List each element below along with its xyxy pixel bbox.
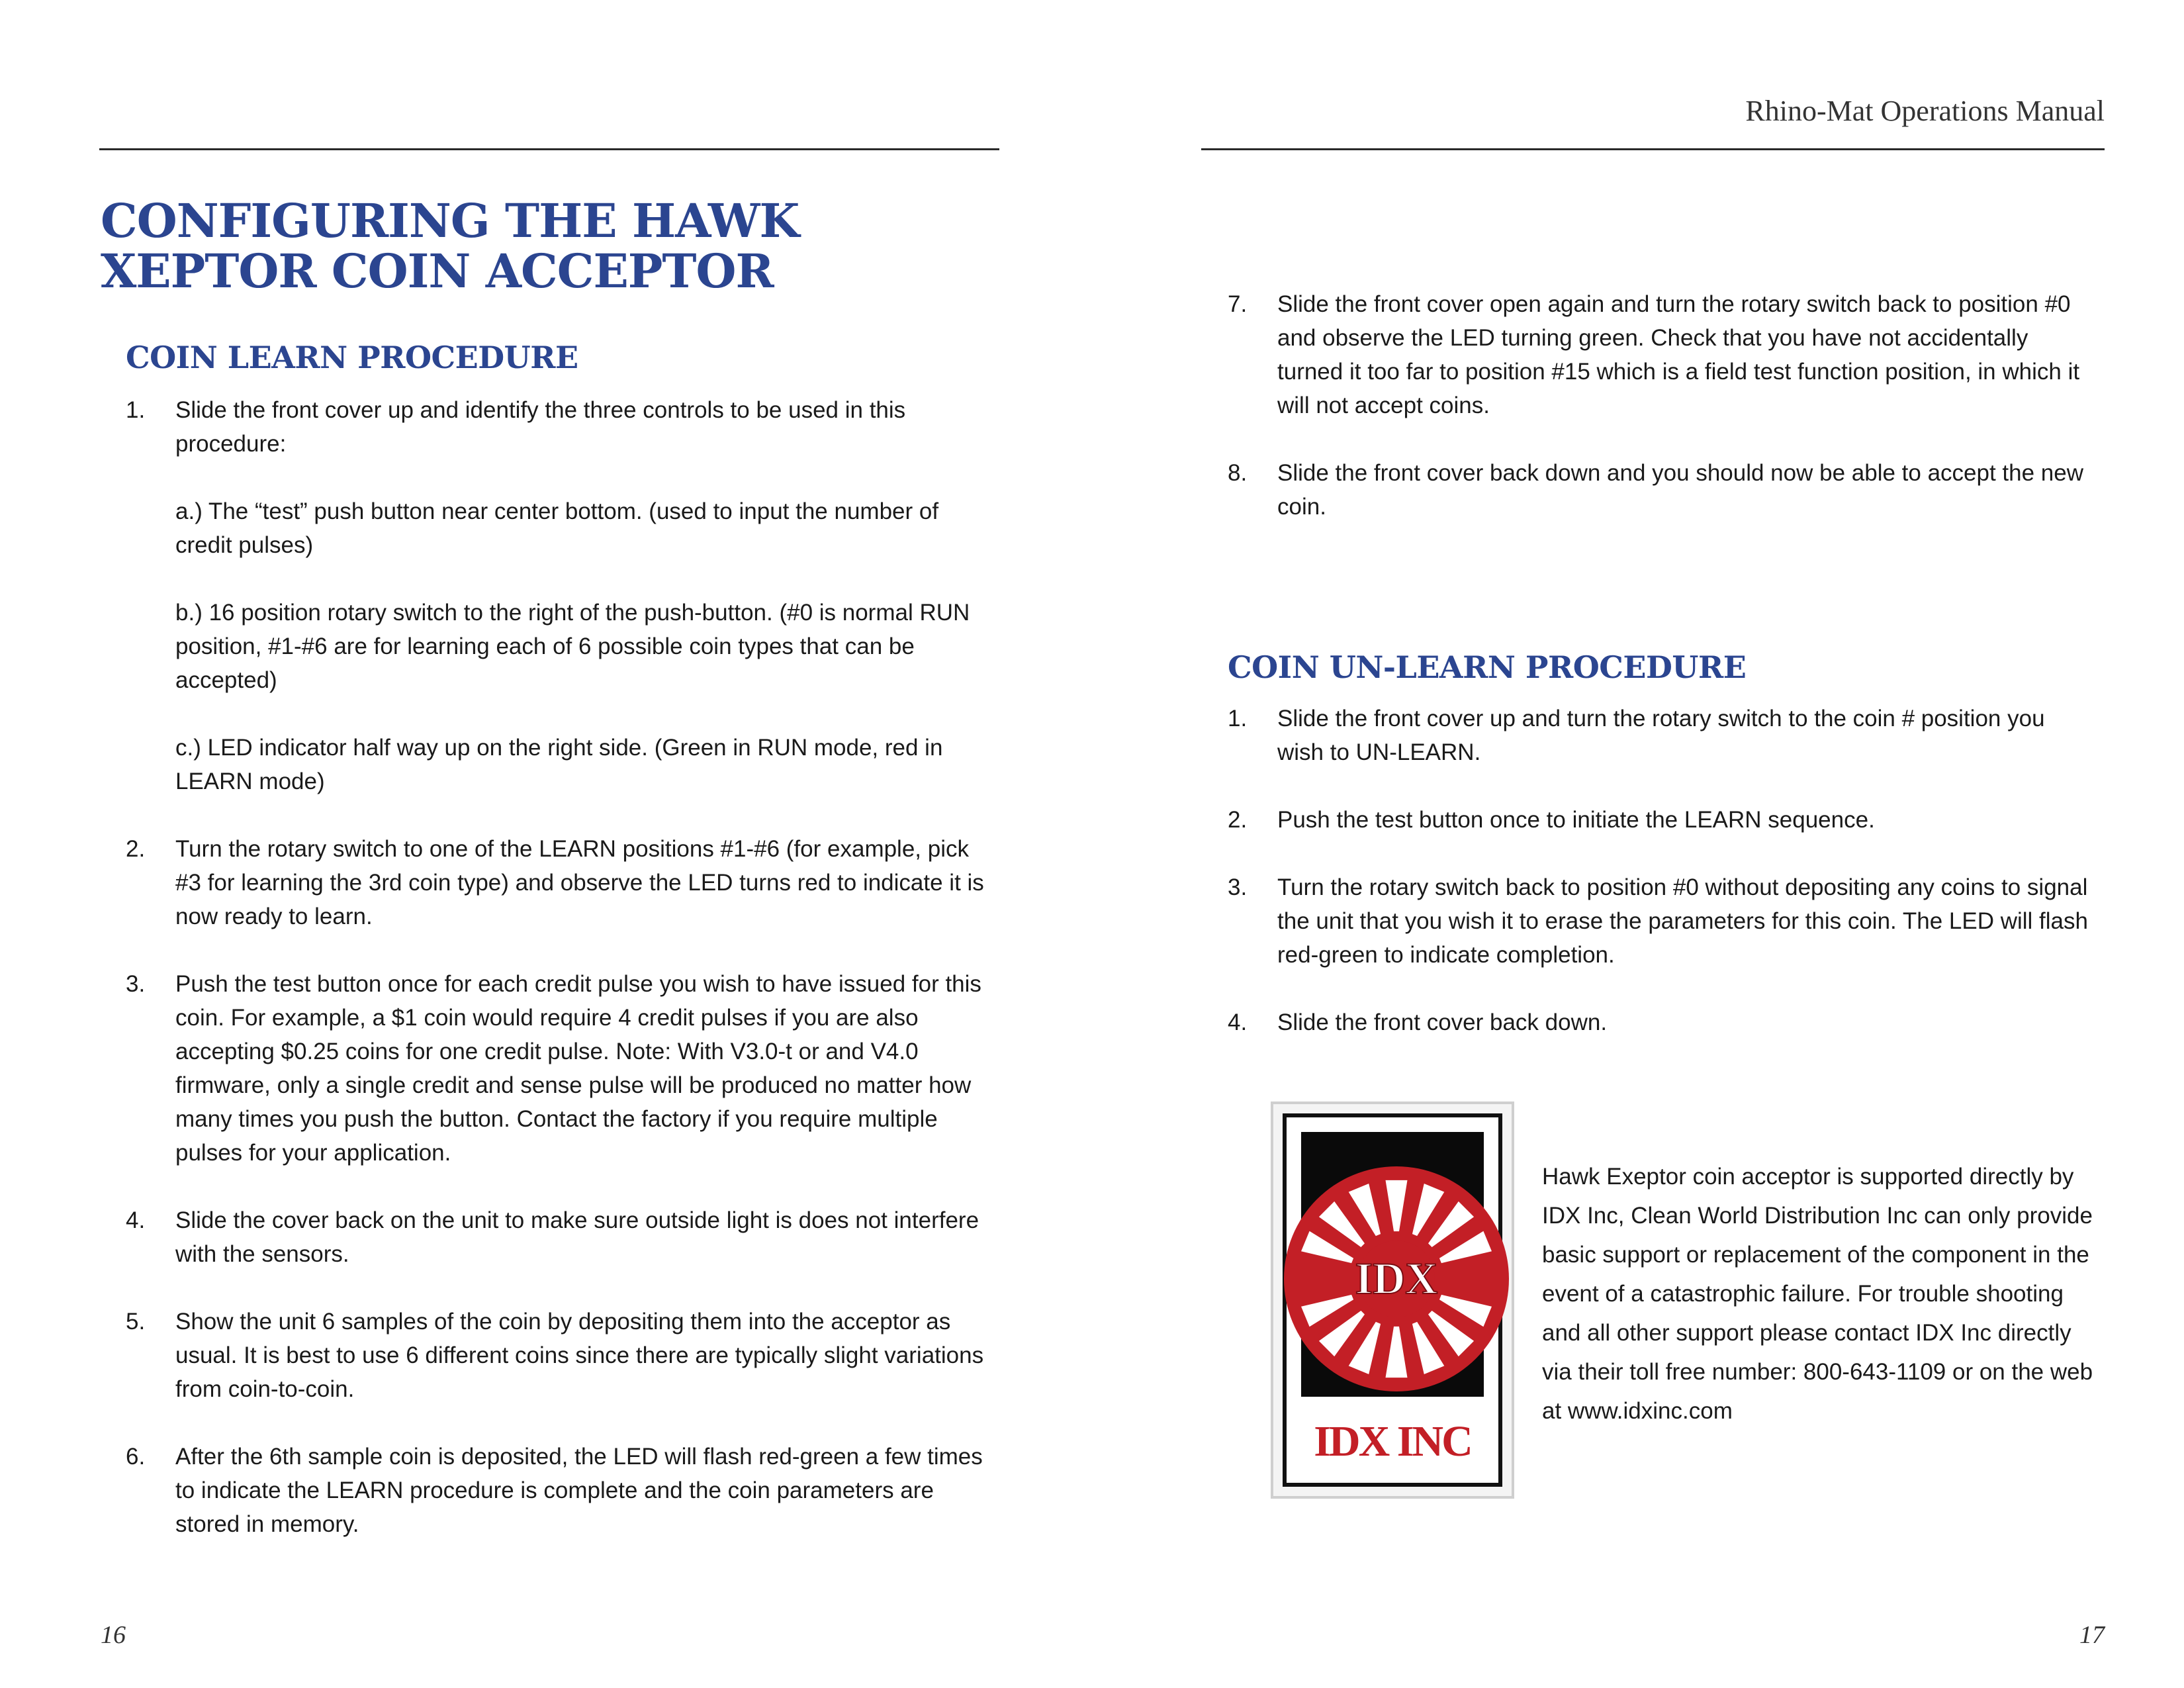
list-item [126, 1203, 986, 1271]
step-number: 2. [1228, 807, 1248, 833]
list-item [1228, 702, 2088, 769]
logo-center-text: IDX [1355, 1253, 1438, 1303]
running-header: Rhino-Mat Operations Manual [1745, 95, 2105, 127]
step-text: Slide the front cover open again and turn the rotary switch back to position #0 and observe the LED turning green. Check that you have not accidentally turned it too far to position #15 which is a field test function position, in which it will not accept coins. [1277, 291, 2080, 418]
idx-logo [1271, 1102, 1514, 1499]
list-item [1228, 870, 2088, 972]
step-number: 4. [126, 1207, 146, 1233]
step-number: 7. [1228, 291, 1248, 317]
list-item [126, 832, 986, 933]
list-item [1228, 456, 2088, 524]
support-note: Hawk Exeptor coin acceptor is supported directly by IDX Inc, Clean World Distribution Inc can only provide basic support or replacement of the component in the event of a catastrophic failure. For trouble shooting and all other support please contact IDX Inc directly via their toll free number: 800-643-1109 or on the web at www.idxinc.com [1542, 1164, 2093, 1424]
step-text: Turn the rotary switch back to position #0 without depositing any coins to signal the unit that you wish it to erase the parameters for this coin. The LED will flash red-green to indicate completion. [1277, 874, 2088, 968]
list-item [126, 1440, 986, 1541]
step-subitem: b.) 16 position rotary switch to the right of the push-button. (#0 is normal RUN position, #1-#6 are for learning each of 6 possible coin types that can be accepted) [175, 600, 970, 693]
step-text: Push the test button once to initiate the LEARN sequence. [1277, 807, 1875, 833]
list-item [126, 393, 986, 798]
list-item [1228, 1006, 2088, 1039]
learn-steps-list [126, 393, 986, 1541]
step-number: 3. [126, 971, 146, 997]
section-title-learn: COIN LEARN PROCEDURE [126, 340, 578, 375]
list-item [1228, 287, 2088, 422]
step-number: 4. [1228, 1009, 1248, 1035]
step-number: 2. [126, 836, 146, 862]
step-text: Slide the front cover back down and you should now be able to accept the new coin. [1277, 460, 2084, 520]
step-text: Slide the front cover up and turn the rotary switch to the coin # position you wish to UN-LEARN. [1277, 706, 2045, 765]
unlearn-steps-list [1228, 702, 2088, 1039]
step-number: 6. [126, 1444, 146, 1470]
right-page [1092, 0, 2184, 1688]
step-number: 3. [1228, 874, 1248, 900]
page-number: 16 [101, 1621, 126, 1649]
header-rule [1201, 148, 2105, 150]
step-text: Turn the rotary switch to one of the LEARN positions #1-#6 (for example, pick #3 for learning the 3rd coin type) and observe the LED turns red to indicate it is now ready to learn. [175, 836, 984, 929]
list-item [126, 1305, 986, 1406]
step-number: 8. [1228, 460, 1248, 486]
list-item [126, 967, 986, 1170]
page-title: CONFIGURING THE HAWK XEPTOR COIN ACCEPTOR [101, 193, 799, 299]
step-subitem: c.) LED indicator half way up on the right side. (Green in RUN mode, red in LEARN mode) [175, 735, 943, 794]
section-title-unlearn: COIN UN-LEARN PROCEDURE [1228, 649, 1747, 685]
step-text: Show the unit 6 samples of the coin by depositing them into the acceptor as usual. It is best to use 6 different coins since there are typically slight variations from coin-to-coin. [175, 1309, 984, 1402]
page-number: 17 [2079, 1621, 2105, 1649]
step-text: Slide the front cover back down. [1277, 1009, 1608, 1035]
step-text: Push the test button once for each credit pulse you wish to have issued for this coin. For example, a $1 coin would require 4 credit pulses if you are also accepting $0.25 coins for one credit pulse. Note: With V3.0-t or and V4.0 firmware, only a single credit and sense pulse will be produced no matter how many times you push the button. Contact the factory if you require multiple pulses for your application. [175, 971, 981, 1166]
list-item [1228, 803, 2088, 837]
step-text: Slide the cover back on the unit to make sure outside light is does not interfere with the sensors. [175, 1207, 979, 1267]
step-subitem: a.) The “test” push button near center bottom. (used to input the number of credit pulses) [175, 498, 939, 558]
learn-steps-continued-list [1228, 287, 2088, 524]
logo-caption: IDX INC [1314, 1417, 1471, 1466]
step-number: 1. [126, 397, 146, 423]
step-text: After the 6th sample coin is deposited, the LED will flash red-green a few times to indicate the LEARN procedure is complete and the coin parameters are stored in memory. [175, 1444, 983, 1537]
logo-frame [1283, 1113, 1502, 1487]
step-text: Slide the front cover up and identify the three controls to be used in this procedure: [175, 397, 906, 457]
step-number: 5. [126, 1309, 146, 1335]
header-rule [99, 148, 999, 150]
step-number: 1. [1228, 706, 1248, 731]
